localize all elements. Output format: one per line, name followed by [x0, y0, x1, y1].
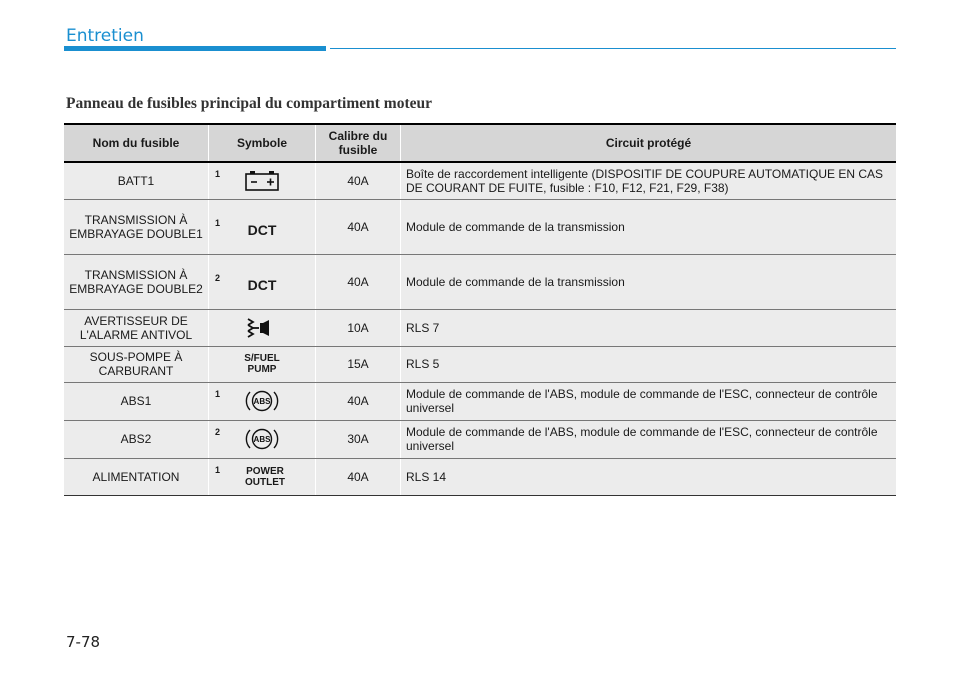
symbol-superscript: 2: [215, 426, 221, 437]
fuse-symbol: [209, 254, 316, 309]
column-header-name: Nom du fusible: [64, 124, 209, 162]
battery-icon: [243, 170, 281, 192]
fuse-rating: 40A: [316, 199, 401, 254]
sfuel-pump-symbol: [244, 353, 280, 375]
fuse-name: BATT1: [64, 162, 209, 199]
symbol-superscript: 1: [215, 388, 221, 399]
symbol-line-2: PUMP: [247, 364, 277, 375]
fuse-name: SOUS-POMPE À CARBURANT: [64, 346, 209, 382]
fuse-name: ALIMENTATION: [64, 458, 209, 495]
table-row: [64, 382, 896, 420]
fuse-circuit: Module de commande de la transmission: [401, 254, 897, 309]
table-row: [64, 162, 896, 199]
table-row: [64, 199, 896, 254]
fuse-name: AVERTISSEUR DE L'ALARME ANTIVOL: [64, 309, 209, 346]
header-rule-thick: [64, 46, 326, 51]
dct-symbol: DCT: [247, 277, 277, 293]
fuse-circuit: RLS 14: [401, 458, 897, 495]
fuse-symbol: [209, 162, 316, 199]
symbol-line-1: POWER: [246, 465, 284, 477]
section-title: Entretien: [66, 26, 144, 46]
fuse-name: TRANSMISSION À EMBRAYAGE DOUBLE2: [64, 254, 209, 309]
fuse-symbol: [209, 458, 316, 495]
table-row: [64, 458, 896, 495]
symbol-superscript: 1: [215, 169, 221, 179]
column-header-symbol: Symbole: [209, 124, 316, 162]
abs-icon: [242, 426, 282, 452]
power-outlet-symbol: [245, 466, 285, 488]
fuse-table: [64, 123, 896, 496]
fuse-circuit: Module de commande de la transmission: [401, 199, 897, 254]
fuse-circuit: RLS 5: [401, 346, 897, 382]
abs-label: ABS: [253, 397, 271, 406]
symbol-superscript: 1: [215, 464, 221, 475]
fuse-symbol: [209, 199, 316, 254]
fuse-name: ABS2: [64, 420, 209, 458]
abs-icon: [242, 388, 282, 414]
fuse-symbol: [209, 309, 316, 346]
table-row: [64, 254, 896, 309]
column-header-circuit: Circuit protégé: [401, 124, 897, 162]
fuse-circuit: Module de commande de l'ABS, module de commande de l'ESC, connecteur de contrôle universel: [401, 420, 897, 458]
fuse-rating: 40A: [316, 382, 401, 420]
fuse-symbol: [209, 420, 316, 458]
fuse-rating: 40A: [316, 162, 401, 199]
symbol-superscript: 2: [215, 272, 221, 283]
fuse-circuit: RLS 7: [401, 309, 897, 346]
symbol-line-1: S/FUEL: [244, 353, 280, 364]
abs-label: ABS: [253, 435, 271, 444]
fuse-circuit: Boîte de raccordement intelligente (DISPOSITIF DE COUPURE AUTOMATIQUE EN CAS DE COURANT DE FUITE, fusible : F10, F12, F21, F29, F38): [401, 162, 897, 199]
table-header-row: [64, 124, 896, 162]
fuse-rating: 15A: [316, 346, 401, 382]
page-number: 7-78: [66, 633, 101, 651]
fuse-rating: 40A: [316, 254, 401, 309]
horn-icon: [245, 316, 279, 340]
fuse-circuit: Module de commande de l'ABS, module de commande de l'ESC, connecteur de contrôle universel: [401, 382, 897, 420]
symbol-superscript: 1: [215, 217, 221, 228]
fuse-name: TRANSMISSION À EMBRAYAGE DOUBLE1: [64, 199, 209, 254]
symbol-line-2: OUTLET: [245, 476, 285, 488]
table-row: [64, 309, 896, 346]
column-header-rating: Calibre du fusible: [316, 124, 401, 162]
table-row: [64, 346, 896, 382]
fuse-rating: 40A: [316, 458, 401, 495]
fuse-name: ABS1: [64, 382, 209, 420]
fuse-rating: 30A: [316, 420, 401, 458]
fuse-rating: 10A: [316, 309, 401, 346]
page-heading: Panneau de fusibles principal du compartiment moteur: [66, 95, 432, 112]
table-row: [64, 420, 896, 458]
header-rule-thin: [330, 48, 896, 49]
fuse-symbol: [209, 382, 316, 420]
fuse-symbol: [209, 346, 316, 382]
dct-symbol: DCT: [247, 222, 277, 238]
